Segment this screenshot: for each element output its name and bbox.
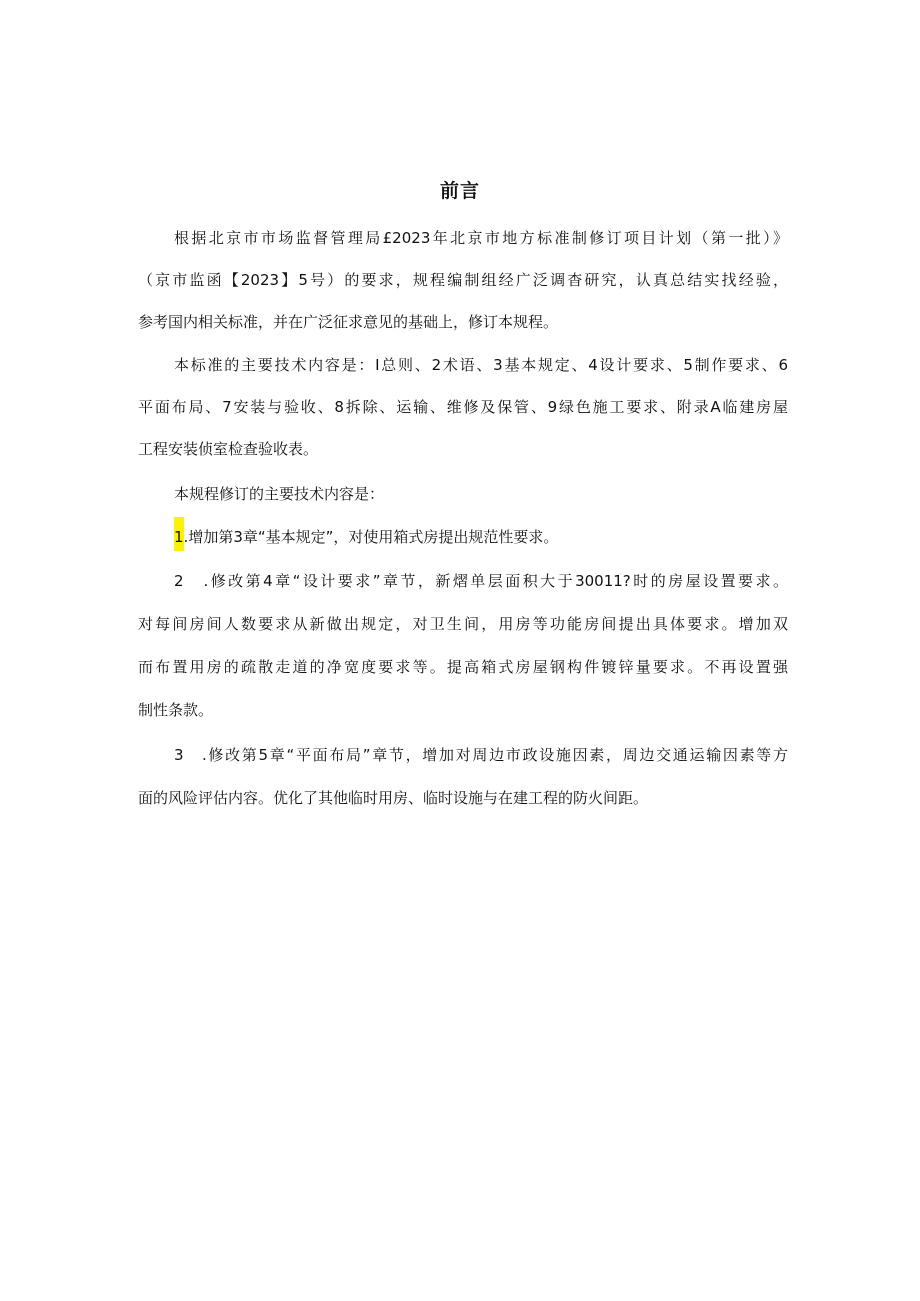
- paragraph-line: （京市监函【2023】5号）的要求，规程编制组经广泛调杳研究，认真总结实找经验，: [138, 271, 788, 289]
- paragraph-line: 本规程修订的主要技术内容是：: [174, 485, 385, 503]
- paragraph-line: [174, 525, 788, 551]
- paragraph-line: 工程安装侦室检查验收表。: [138, 440, 319, 458]
- paragraph-line: 参考国内相关标准，并在广泛征求意见的基础上，修订本规程。: [138, 313, 559, 331]
- paragraph-line: 根据北京市市场监督管理局£2023年北京市地方标准制修订项目计划（第一批）》: [174, 229, 788, 247]
- item-text: .增加第3章“基本规定”，对使用箱式房提出规范性要求。: [183, 528, 559, 546]
- paragraph-line: 本标准的主要技术内容是：I总则、2术语、3基本规定、4设计要求、5制作要求、6: [174, 356, 788, 374]
- paragraph-line: 平面布局、7安装与验收、8拆除、运输、维修及保管、9绿色施工要求、附录A临建房屋: [138, 398, 788, 416]
- paragraph-line: 3 .修改第5章“平面布局”章节，增加对周边市政设施因素，周边交通运输因素等方: [174, 746, 788, 764]
- highlighted-item-number: 1: [174, 517, 184, 551]
- paragraph-line: 对每间房间人数要求从新做出规定，对卫生间，用房等功能房间提出具体要求。增加双: [138, 615, 788, 633]
- paragraph-line: 制性条款。: [138, 701, 214, 719]
- paragraph-line: 面的风险评估内容。优化了其他临时用房、临时设施与在建工程的防火间距。: [138, 789, 649, 807]
- paragraph-line: 而布置用房的疏散走道的净宽度要求等。提高箱式房屋钢构件镀锌量要求。不再设置强: [138, 658, 788, 676]
- paragraph-line: 2 .修改第4章“设计要求”章节，新熠单层面积大于30011?时的房屋设置要求。: [174, 572, 788, 590]
- page-title: 前言: [439, 180, 480, 202]
